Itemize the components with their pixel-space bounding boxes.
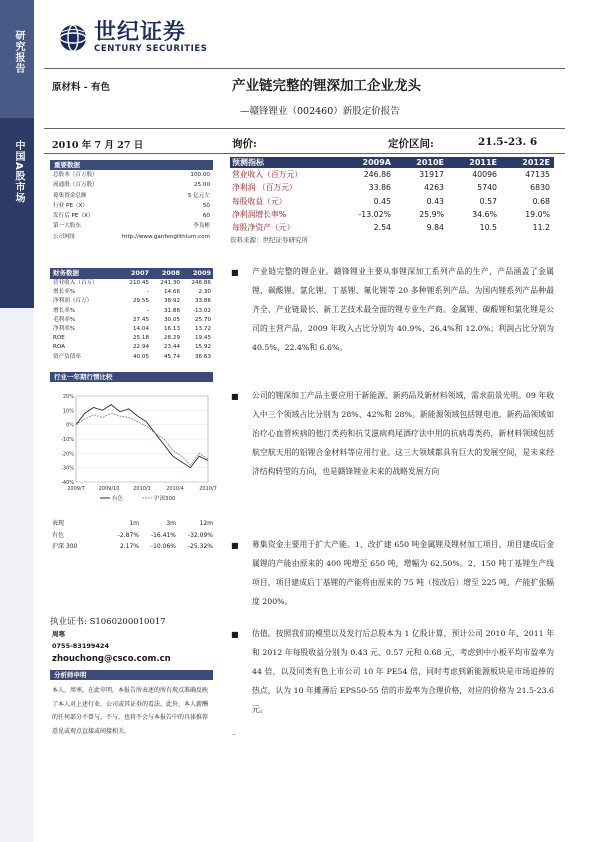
forecast-row-label: 净利润增长率% bbox=[232, 209, 287, 219]
financial-row bbox=[50, 297, 213, 306]
financial-row bbox=[50, 279, 213, 288]
financial-cell: 38.92 bbox=[163, 298, 180, 305]
bullet-square-icon: ■ bbox=[231, 541, 239, 550]
band-label-market: 中国A股市场 bbox=[13, 140, 24, 204]
financial-row-label: 资产负债率 bbox=[53, 353, 81, 360]
financial-row bbox=[50, 353, 213, 362]
financial-column-header: 2007 bbox=[130, 269, 149, 277]
financial-cell: 30.05 bbox=[163, 316, 180, 323]
financial-row-label: 增长率% bbox=[53, 289, 76, 296]
financial-column-header: 2009 bbox=[192, 269, 211, 277]
performance-cell: -32.09% bbox=[187, 531, 213, 539]
performance-row bbox=[50, 541, 213, 553]
bullet-square-icon: ■ bbox=[231, 630, 239, 639]
forecast-cell: 246.86 bbox=[363, 170, 391, 179]
forecast-row-label: 每股净资产（元） bbox=[232, 223, 295, 233]
key-data-row bbox=[50, 211, 213, 221]
key-data-heading: 重要数据 bbox=[50, 160, 213, 170]
key-data-value: 李良彬 bbox=[193, 223, 210, 230]
x-tick-label: 2009/7 bbox=[67, 486, 85, 492]
financial-cell: 241.30 bbox=[160, 280, 180, 286]
performance-row bbox=[50, 530, 213, 542]
financial-cell: 25.70 bbox=[194, 316, 211, 323]
financial-cell: 13.72 bbox=[194, 325, 211, 332]
logo-name-en: CENTURY SECURITIES bbox=[94, 44, 208, 54]
performance-header-row bbox=[50, 518, 213, 530]
forecast-cell: -13.02% bbox=[358, 209, 391, 219]
performance-column-header: 12m bbox=[199, 520, 213, 527]
forecast-cell: 0.68 bbox=[532, 196, 550, 206]
declaration-heading-box bbox=[50, 670, 213, 680]
company-logo bbox=[58, 22, 208, 54]
financial-cell: 14.04 bbox=[132, 325, 149, 332]
financial-row-label: ROA bbox=[53, 344, 66, 351]
key-data-label: 总股本（百万股） bbox=[53, 172, 98, 178]
financial-row bbox=[50, 343, 213, 352]
key-data-value: 100.00 bbox=[190, 172, 210, 178]
financial-cell: 25.18 bbox=[132, 335, 149, 342]
performance-column-header: 1m bbox=[129, 520, 139, 527]
paragraph-applications: 公司的锂深加工产品主要应用于新能源、新药品及新材料领域，需求前景光明。09 年收入中三个领域占比分别为 28%、42%和 28%。新能源领域包括锂电池，新药品领域如治疗心血管疾病的他汀类药和抗艾滋病鸡尾酒疗法中用的抗病毒类药，新材料领域包括航空航天用的铝锂合金材料等应用行业。这三大领域都具有巨大的发展空间，是未来经济结构转型的方向，也是赣锋锂业未来的战略发展方向 bbox=[252, 391, 554, 476]
forecast-cell: 0.45 bbox=[373, 196, 391, 206]
forecast-row bbox=[230, 208, 554, 221]
x-tick-label: 2010/4 bbox=[166, 486, 184, 492]
industry-price-chart bbox=[50, 390, 217, 510]
performance-cell: -16.41% bbox=[150, 531, 176, 539]
forecast-row-label: 每股收益（元） bbox=[232, 196, 287, 206]
y-tick-label: -20% bbox=[61, 451, 74, 458]
financial-row bbox=[50, 288, 213, 297]
inquiry-price-label: 询价: bbox=[232, 138, 257, 150]
financial-row-label: ROE bbox=[53, 335, 65, 342]
key-data-label: 行业 PE（X） bbox=[53, 202, 88, 209]
report-subtitle: —赣锋锂业（002460）新股定价报告 bbox=[240, 106, 400, 117]
legend-label: 沪深300 bbox=[154, 496, 176, 502]
price-range-value: 21.5-23. 6 bbox=[478, 136, 538, 148]
forecast-cell: 31917 bbox=[419, 170, 444, 179]
bullet-square-icon: ■ bbox=[231, 268, 239, 277]
forecast-cell: 47135 bbox=[525, 170, 550, 179]
financial-row-label: 净利率% bbox=[53, 325, 76, 332]
forecast-cell: 33.86 bbox=[368, 183, 391, 193]
key-data-row bbox=[50, 201, 213, 211]
financial-cell: -13.02 bbox=[192, 307, 211, 314]
band-label-research: 研究报告 bbox=[13, 30, 24, 74]
forecast-row bbox=[230, 168, 554, 181]
performance-row-label: 有色 bbox=[52, 531, 65, 539]
key-data-row bbox=[50, 191, 213, 201]
paragraph-valuation: 估值。按照我们的模型以及发行后总股本为 1 亿股计算，预计公司 2010 年、2011 年和 2012 年每股收益分别为 0.43 元、0.57 元和 0.68 元，考虑到中小板平均市盈率为 44 倍，以及同类有色上市公司 10 年 PE54 倍，同时考虑到新能源板块是市场追捧的热点，认为 10 年摊薄后 EPS50-55 倍的市盈率为合理价格，对应的价格为 21.5-23.6 元。 bbox=[252, 629, 554, 714]
analyst-email[interactable]: zhouchong@csco.com.cn bbox=[52, 654, 171, 664]
forecast-header-row bbox=[230, 157, 554, 168]
key-data-table bbox=[50, 160, 213, 242]
forecast-cell: 34.6% bbox=[472, 209, 497, 219]
logo-name-cn: 世纪证券 bbox=[94, 20, 187, 45]
forecast-cell: 10.5 bbox=[479, 223, 497, 233]
financial-cell: 36.63 bbox=[194, 353, 211, 360]
y-tick-label: 0% bbox=[66, 422, 74, 429]
financial-data-table bbox=[50, 268, 213, 362]
forecast-source: 资料来源：世纪证券研究所 bbox=[230, 236, 308, 245]
performance-cell: -2.87% bbox=[117, 531, 139, 539]
financial-cell: 29.55 bbox=[132, 298, 149, 305]
performance-table bbox=[50, 518, 213, 553]
chart-heading-box bbox=[50, 372, 213, 382]
financial-cell: - bbox=[146, 289, 149, 296]
y-tick-label: 10% bbox=[62, 408, 74, 415]
key-data-row bbox=[50, 221, 213, 231]
forecast-cell: 9.84 bbox=[426, 223, 444, 233]
performance-cell: -25.32% bbox=[187, 543, 213, 550]
financial-cell: 22.94 bbox=[132, 344, 149, 351]
divider-under-date bbox=[44, 153, 565, 154]
financial-cell: 27.45 bbox=[132, 316, 149, 323]
key-data-label: 第一大股东 bbox=[53, 223, 81, 230]
left-band bbox=[0, 0, 34, 842]
forecast-row bbox=[230, 195, 554, 208]
financial-cell: 40.05 bbox=[132, 353, 149, 360]
key-data-value: 50 bbox=[202, 202, 210, 209]
financial-row-label: 增长率% bbox=[53, 307, 76, 314]
financial-cell: 33.86 bbox=[194, 298, 211, 305]
financial-cell: 23.44 bbox=[163, 344, 180, 351]
financial-cell: 31.86 bbox=[163, 307, 180, 314]
x-tick-label: 2010/7 bbox=[199, 486, 217, 492]
paragraph-industry-chain: 产业链完整的锂企业。赣锋锂业主要从事锂深加工系列产品的生产，产品涵盖了金属锂、碳酸锂、氯化锂、丁基锂、氟化锂等 20 多种锂系列产品。为国内锂系列产品种最齐全、产业链最长、新工艺技术最全面的锂专业生产商。金属锂、碳酸锂和氯化锂是公司的主营产品，2009 年收入占比分别为 40.9%、26.4%和 12.0%；利润占比分别为 40.5%、22.4%和 6.6%。 bbox=[252, 267, 554, 352]
forecast-cell: 0.43 bbox=[426, 196, 444, 206]
performance-cell: 2.17% bbox=[119, 543, 139, 550]
forecast-table bbox=[230, 157, 554, 244]
key-data-label: 流通股（百万股） bbox=[53, 182, 98, 189]
financial-column-header: 财务数据 bbox=[53, 269, 79, 277]
financial-row-label: 净利润（百万） bbox=[53, 298, 93, 305]
financial-cell: 45.74 bbox=[163, 353, 180, 360]
forecast-row-label: 净利润 （百万元） bbox=[232, 183, 297, 193]
financial-row bbox=[50, 316, 213, 325]
bullet-square-icon: ■ bbox=[231, 392, 239, 401]
forecast-column-header: 2009A bbox=[362, 158, 391, 167]
forecast-row-label: 营业收入（百万元） bbox=[232, 170, 303, 179]
forecast-column-header: 2010E bbox=[416, 158, 444, 167]
forecast-cell: 40096 bbox=[472, 170, 497, 179]
financial-row bbox=[50, 334, 213, 343]
analyst-certificate: 执业证书: S1060200010017 bbox=[50, 617, 166, 627]
performance-column-header: 表现 bbox=[52, 520, 65, 527]
financial-cell: 210.45 bbox=[129, 280, 149, 286]
financial-row-label: 营业收入（百万） bbox=[53, 280, 98, 286]
key-data-row bbox=[50, 170, 213, 180]
financial-cell: 19.45 bbox=[194, 335, 211, 342]
financial-cell: 15.92 bbox=[194, 344, 211, 351]
forecast-column-header: 2011E bbox=[469, 158, 497, 167]
financial-row-label: 毛利率% bbox=[53, 316, 76, 323]
report-title: 产业链完整的锂深加工企业龙头 bbox=[232, 78, 421, 94]
paragraph-capacity: 募集资金主要用于扩大产能。1、改扩建 650 吨金属锂及锂材加工项目，项目建成后金属锂的产能由原来的 400 吨增至 650 吨，增幅为 62.50%。2、150 吨丁基锂生产线项目，项目建成后丁基锂的产能将由原来的 75 吨（按改后）增至 225 吨，产能扩张幅度 200%。 bbox=[252, 540, 554, 606]
forecast-column-header: 2012E bbox=[522, 158, 550, 167]
trailing-dash: – bbox=[232, 730, 236, 738]
analyst-name: 周寒 bbox=[52, 630, 65, 638]
financial-cell: 16.13 bbox=[163, 325, 180, 332]
key-data-value: 60 bbox=[202, 213, 210, 220]
key-data-row bbox=[50, 180, 213, 190]
report-category: 原材料 - 有色 bbox=[52, 82, 111, 93]
forecast-cell: 0.57 bbox=[479, 196, 497, 206]
price-range-label: 定价区间: bbox=[388, 138, 434, 150]
declaration-heading: 分析师申明 bbox=[50, 670, 213, 680]
forecast-cell: 25.9% bbox=[419, 209, 444, 219]
y-tick-label: 20% bbox=[62, 394, 74, 400]
financial-cell: 2.30 bbox=[198, 289, 211, 296]
globe-logo-icon bbox=[58, 23, 88, 53]
forecast-cell: 2.54 bbox=[373, 223, 391, 233]
key-data-value: 25.00 bbox=[193, 182, 210, 189]
financial-row bbox=[50, 307, 213, 316]
analyst-phone: 0755-83199424 bbox=[52, 642, 109, 650]
performance-row-label: 沪深 300 bbox=[52, 543, 78, 550]
divider-middle bbox=[44, 128, 565, 129]
financial-column-header: 2008 bbox=[161, 269, 180, 277]
financial-row bbox=[50, 325, 213, 334]
forecast-row bbox=[230, 221, 554, 234]
legend-label: 有色 bbox=[112, 496, 124, 502]
forecast-cell: 11.2 bbox=[532, 223, 550, 233]
y-tick-label: -10% bbox=[61, 437, 74, 443]
y-tick-label: -40% bbox=[61, 480, 74, 486]
y-tick-label: -30% bbox=[61, 465, 74, 472]
key-data-value: 5 亿元左 bbox=[187, 192, 210, 199]
financial-header-row bbox=[50, 268, 213, 279]
forecast-cell: 5740 bbox=[477, 183, 497, 193]
forecast-cell: 4263 bbox=[424, 183, 444, 193]
key-data-row bbox=[50, 232, 213, 242]
performance-column-header: 3m bbox=[166, 520, 176, 527]
financial-cell: - bbox=[146, 307, 149, 314]
forecast-cell: 19.0% bbox=[525, 209, 550, 219]
performance-cell: -10.06% bbox=[150, 543, 176, 550]
forecast-column-header: 预测指标 bbox=[232, 158, 264, 167]
financial-cell: 14.66 bbox=[163, 289, 180, 296]
divider-top bbox=[44, 68, 565, 69]
forecast-row bbox=[230, 181, 554, 194]
financial-cell: 246.86 bbox=[191, 280, 211, 286]
x-tick-label: 2009/10 bbox=[98, 486, 120, 492]
key-data-label: 发行后 PE（X） bbox=[53, 213, 94, 220]
left-band-bottom bbox=[0, 308, 34, 842]
forecast-cell: 6830 bbox=[530, 183, 550, 193]
key-data-label: 募集资金总额 bbox=[53, 192, 87, 199]
report-date: 2010 年 7 月 27 日 bbox=[52, 140, 144, 151]
x-tick-label: 2010/1 bbox=[133, 486, 151, 492]
chart-title: 行业一年期行情比较 bbox=[50, 372, 213, 382]
analyst-declaration: 本人，周寒，在此申明，本报告所表述的所有观点准确反映了本人对上述行业、公司或其证券的看法。此外，本人薪酬的任何部分不曾与，不与，也将不会与本报告中的具体推荐意见或观点直接或间接相关。 bbox=[52, 687, 209, 735]
key-data-label: 公司网址 bbox=[53, 233, 76, 240]
key-data-value: http://www.ganfenglithium.com bbox=[121, 233, 210, 240]
financial-cell: 28.29 bbox=[163, 335, 180, 342]
